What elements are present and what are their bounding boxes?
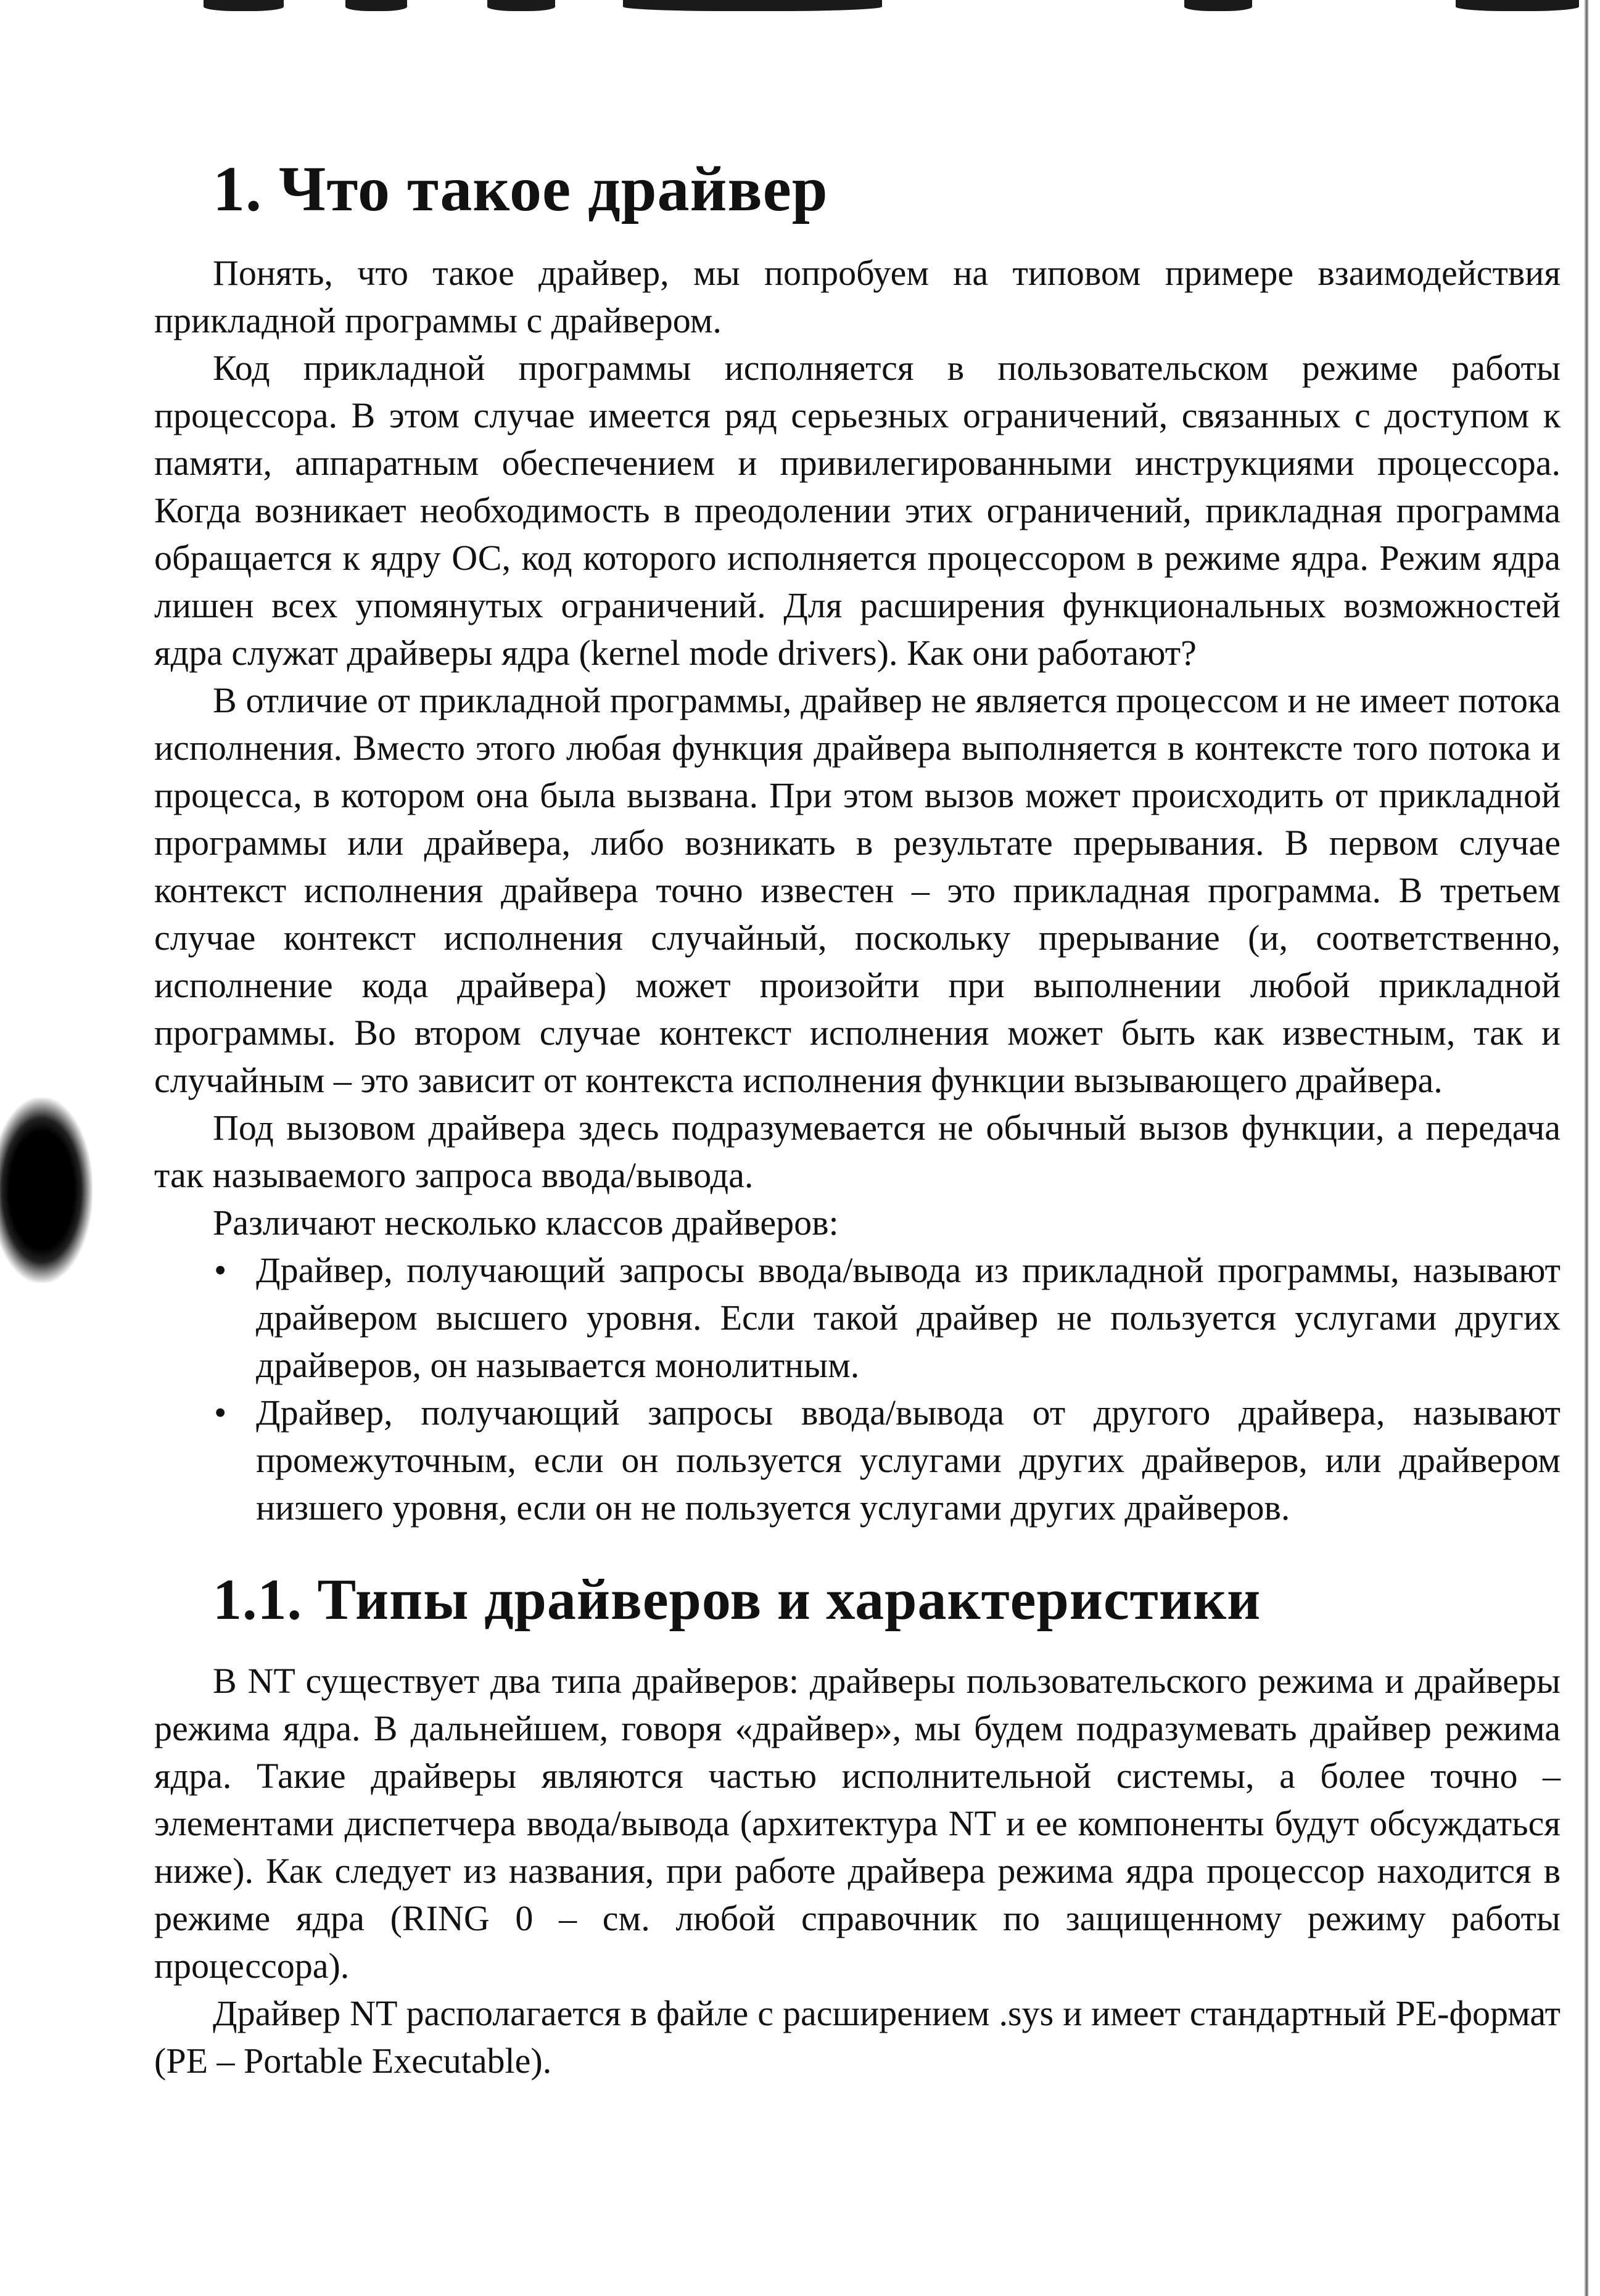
scan-mark	[345, 0, 407, 11]
book-page	[154, 123, 1561, 2084]
list-item	[214, 1389, 1561, 1531]
paragraph: В отличие от прикладной программы, драйвер не является процессом и не имеет потока исполнения. Вместо этого любая функция драйвера выполняется в контексте того потока и процесса, в котором она была вызвана. При этом вызов может происходить от прикладной программы или драйвера, либо возникать в результате прерывания. В первом случае контекст исполнения драйвера точно известен – это прикладная программа. В третьем случае контекст исполнения случайный, поскольку прерывание (и, соответственно, исполнение кода драйвера) может произойти при выполнении любой прикладной программы. Во втором случае контекст исполнения может быть как известным, так и случайным – это зависит от контекста исполнения функции вызывающего драйвера.	[154, 680, 1561, 1101]
section-1-heading: 1. Что такое драйвер	[213, 154, 828, 224]
paragraph: Драйвер NT располагается в файле с расширением .sys и имеет стандартный PE-формат (PE – Portable Executable).	[154, 1993, 1561, 2081]
scan-artifact-top	[0, 0, 1600, 37]
scan-artifact-edge	[1584, 0, 1589, 2296]
paragraph: Понять, что такое драйвер, мы попробуем на типовом примере взаимодействия прикладной программы с драйвером.	[154, 253, 1561, 341]
list-item	[214, 1246, 1561, 1389]
scan-mark	[204, 0, 284, 11]
scan-mark	[487, 0, 555, 11]
section-1-1-heading: 1.1. Типы драйверов и характеристики	[213, 1568, 1261, 1632]
scan-artifact-blot	[0, 1098, 93, 1283]
scan-mark	[1456, 0, 1579, 11]
paragraph: Различают несколько классов драйверов:	[213, 1203, 839, 1243]
paragraph: Код прикладной программы исполняется в пользовательском режиме работы процессора. В этом случае имеется ряд серьезных ограничений, связанных с доступом к памяти, аппаратным обеспечением и привилегированными инструкциями процессора. Когда возникает необходимость в преодолении этих ограничений, прикладная программа обращается к ядру ОС, код которого исполняется процессором в режиме ядра. Режим ядра лишен всех упомянутых ограничений. Для расширения функциональных возможностей ядра служат драйверы ядра (kernel mode drivers). Как они работают?	[154, 348, 1561, 673]
bullet-icon: •	[214, 1393, 227, 1433]
bullet-icon: •	[214, 1250, 227, 1291]
scan-mark	[1184, 0, 1252, 11]
paragraph: В NT существует два типа драйверов: драйверы пользовательского режима и драйверы режима ядра. В дальнейшем, говоря «драйвер», мы будем подразумевать драйвер режима ядра. Такие драйверы являются частью исполнительной системы, а более точно – элементами диспетчера ввода/вывода (архитектура NT и ее компоненты будут обсуждаться ниже). Как следует из названия, при работе драйвера режима ядра процессор находится в режиме ядра (RING 0 – см. любой справочник по защищенному режиму работы процессора).	[154, 1660, 1561, 1986]
driver-classes-list	[154, 1246, 1561, 1531]
paragraph: Под вызовом драйвера здесь подразумевается не обычный вызов функции, а передача так называемого запроса ввода/вывода.	[154, 1108, 1561, 1196]
list-item-text: Драйвер, получающий запросы ввода/вывода от другого драйвера, называют промежуточным, если он пользуется услугами других драйверов, или драйвером низшего уровня, если он не пользуется услугами других драйверов.	[256, 1393, 1561, 1528]
scan-mark	[623, 0, 882, 11]
list-item-text: Драйвер, получающий запросы ввода/вывода из прикладной программы, называют драйвером высшего уровня. Если такой драйвер не пользуется услугами других драйверов, он называется монолитным.	[256, 1250, 1561, 1386]
